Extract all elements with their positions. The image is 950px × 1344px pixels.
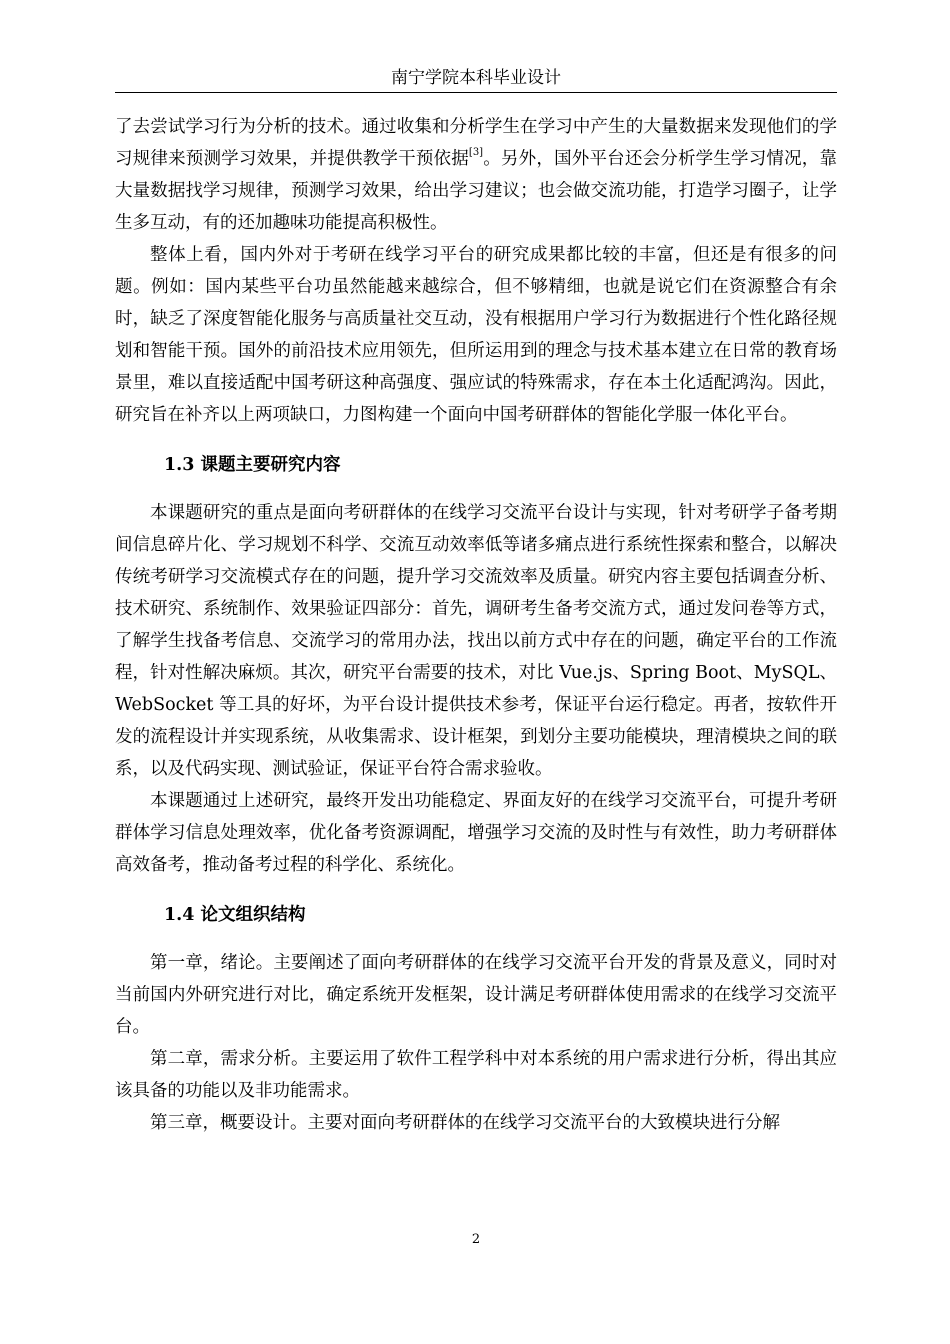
citation-marker: [3] (468, 147, 484, 158)
paragraph-foreign-platforms (115, 111, 837, 239)
paragraph-text: 了去尝试学习行为分析的技术。通过收集和分析学生在学习中产生的大量数据来发现他们的学习规律来预测学习效果，并提供教学干预依据 (115, 117, 837, 169)
page-header-title: 南宁学院本科毕业设计 (391, 68, 561, 88)
section-heading-1-3: 1.3 课题主要研究内容 (164, 455, 341, 475)
paragraph-research-outcome: 本课题通过上述研究，最终开发出功能稳定、界面友好的在线学习交流平台，可提升考研群体学习信息处理效率，优化备考资源调配，增强学习交流的及时性与有效性，助力考研群体高效备考，推动备考过程的科学化、系统化。 (115, 791, 837, 875)
paragraph-chapter-one: 第一章，绪论。主要阐述了面向考研群体的在线学习交流平台开发的背景及意义，同时对当前国内外研究进行对比，确定系统开发框架，设计满足考研群体使用需求的在线学习交流平台。 (115, 953, 837, 1037)
page-number: 2 (471, 1232, 481, 1247)
paragraph-overall-summary: 整体上看，国内外对于考研在线学习平台的研究成果都比较的丰富，但还是有很多的问题。例如：国内某些平台功虽然能越来越综合，但不够精细，也就是说它们在资源整合有余时，缺乏了深度智能化服务与高质量社交互动，没有根据用户学习行为数据进行个性化路径规划和智能干预。国外的前沿技术应用领先，但所运用到的理念与技术基本建立在日常的教育场景里，难以直接适配中国考研这种高强度、强应试的特殊需求，存在本土化适配鸿沟。因此，研究旨在补齐以上两项缺口，力图构建一个面向中国考研群体的智能化学服一体化平台。 (115, 245, 837, 425)
paragraph-chapter-two: 第二章，需求分析。主要运用了软件工程学科中对本系统的用户需求进行分析，得出其应该具备的功能以及非功能需求。 (115, 1049, 837, 1101)
body-text (115, 111, 837, 1139)
paragraph-chapter-three: 第三章，概要设计。主要对面向考研群体的在线学习交流平台的大致模块进行分解 (150, 1113, 780, 1133)
paragraph-research-content: 本课题研究的重点是面向考研群体的在线学习交流平台设计与实现，针对考研学子备考期间信息碎片化、学习规划不科学、交流互动效率低等诸多痛点进行系统性探索和整合，以解决传统考研学习交流模式存在的问题，提升学习交流效率及质量。研究内容主要包括调查分析、技术研究、系统制作、效果验证四部分：首先，调研考生备考交流方式，通过发问卷等方式，了解学生找备考信息、交流学习的常用办法，找出以前方式中存在的问题，确定平台的工作流程，针对性解决麻烦。其次，研究平台需要的技术，对比 Vue.js、Spring Boot、MySQL、WebSocket 等工具的好坏，为平台设计提供技术参考，保证平台运行稳定。再者，按软件开发的流程设计并实现系统，从收集需求、设计框架，到划分主要功能模块，理清模块之间的联系，以及代码实现、测试验证，保证平台符合需求验收。 (115, 503, 837, 779)
header-rule (115, 92, 837, 93)
section-heading-1-4: 1.4 论文组织结构 (164, 905, 306, 925)
paragraph-text: 。另外，国外平台还会分析学生学习情况，靠大量数据找学习规律，预测学习效果，给出学习建议；也会做交流功能，打造学习圈子，让学生多互动，有的还加趣味功能提高积极性。 (115, 149, 838, 233)
